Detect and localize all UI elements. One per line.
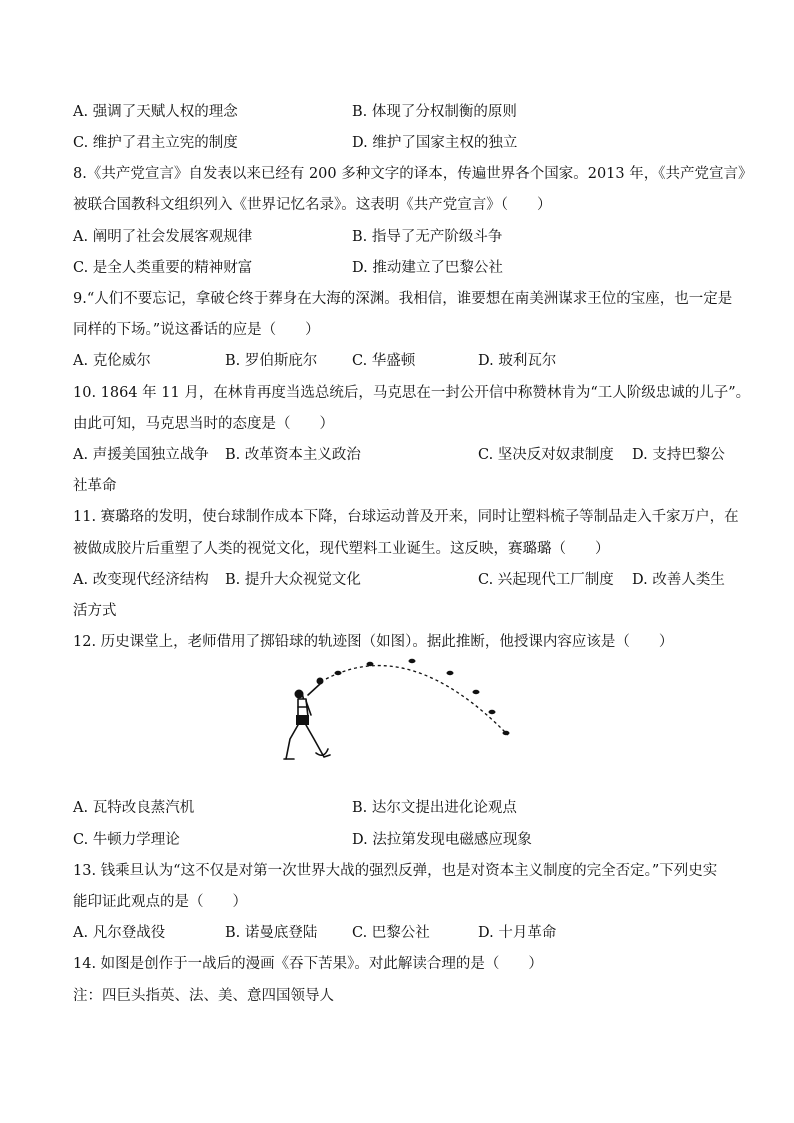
q14-note: 注：四巨头指英、法、美、意四国领导人 <box>73 988 334 1004</box>
q10-option-b: B. 改革资本主义政治 <box>225 447 361 463</box>
q10-option-a: A. 声援美国独立战争 <box>73 447 209 463</box>
q7-option-b: B. 体现了分权制衡的原则 <box>352 104 517 120</box>
q12-option-c: C. 牛顿力学理论 <box>73 832 180 848</box>
q13-stem-line2: 能印证此观点的是（ ） <box>73 894 247 910</box>
q10-stem-line1: 10. 1864 年 11 月，在林肯再度当选总统后，马克思在一封公开信中称赞林肯为“工人阶级忠诚的儿子”。 <box>73 385 751 401</box>
q11-option-b: B. 提升大众视觉文化 <box>225 572 361 588</box>
q9-option-c: C. 华盛顿 <box>352 353 416 369</box>
q8-option-c: C. 是全人类重要的精神财富 <box>73 260 253 276</box>
q13-option-d: D. 十月革命 <box>478 925 557 941</box>
q13-option-b: B. 诺曼底登陆 <box>225 925 318 941</box>
q11-option-c: C. 兴起现代工厂制度 <box>478 572 614 588</box>
q14-stem: 14. 如图是创作于一战后的漫画《吞下苦果》。对此解读合理的是（ ） <box>73 956 543 972</box>
q7-option-c: C. 维护了君主立宪的制度 <box>73 135 238 151</box>
q8-stem-line1: 8.《共产党宣言》自发表以来已经有 200 多种文字的译本，传遍世界各个国家。2013 年，《共产党宣言》 <box>73 166 753 182</box>
q7-option-a: A. 强调了天赋人权的理念 <box>73 104 238 120</box>
q13-stem-line1: 13. 钱乘旦认为“这不仅是对第一次世界大战的强烈反弹，也是对资本主义制度的完全否定。”下列史实 <box>73 863 718 879</box>
athlete-figure <box>284 678 330 760</box>
q7-option-d: D. 维护了国家主权的独立 <box>352 135 518 151</box>
q8-option-d: D. 推动建立了巴黎公社 <box>352 260 503 276</box>
q8-stem-line2: 被联合国教科文组织列入《世界记忆名录》。这表明《共产党宣言》（ ） <box>73 197 552 213</box>
q9-option-a: A. 克伦威尔 <box>73 353 151 369</box>
q12-option-d: D. 法拉第发现电磁感应现象 <box>352 832 532 848</box>
q13-option-a: A. 凡尔登战役 <box>73 925 166 941</box>
q12-option-b: B. 达尔文提出进化论观点 <box>352 800 517 816</box>
q9-stem-line1: 9.“人们不要忘记，拿破仑终于葬身在大海的深渊。我相信，谁要想在南美洲谋求王位的宝座，也一定是 <box>73 291 733 307</box>
q12-stem: 12. 历史课堂上，老师借用了掷铅球的轨迹图（如图）。据此推断，他授课内容应该是（ ） <box>73 634 674 650</box>
q8-option-b: B. 指导了无产阶级斗争 <box>352 229 503 245</box>
q9-stem-line2: 同样的下场。”说这番话的应是（ ） <box>73 322 320 338</box>
trajectory-arc <box>326 666 508 735</box>
q10-option-d-wrap: 社革命 <box>73 478 117 494</box>
q9-option-b: B. 罗伯斯庇尔 <box>225 353 318 369</box>
q9-option-d: D. 玻利瓦尔 <box>478 353 557 369</box>
q10-option-c: C. 坚决反对奴隶制度 <box>478 447 614 463</box>
q10-option-d: D. 支持巴黎公 <box>632 447 725 463</box>
q8-option-a: A. 阐明了社会发展客观规律 <box>73 229 253 245</box>
q11-option-a: A. 改变现代经济结构 <box>73 572 209 588</box>
q11-option-d-wrap: 活方式 <box>73 603 117 619</box>
shot-put-trajectory-figure <box>280 655 520 765</box>
q13-option-c: C. 巴黎公社 <box>352 925 430 941</box>
q10-stem-line2: 由此可知，马克思当时的态度是（ ） <box>73 416 334 432</box>
q11-stem-line2: 被做成胶片后重塑了人类的视觉文化，现代塑料工业诞生。这反映，赛璐璐（ ） <box>73 541 610 557</box>
q12-option-a: A. 瓦特改良蒸汽机 <box>73 800 195 816</box>
q11-option-d: D. 改善人类生 <box>632 572 725 588</box>
trajectory-points <box>335 659 510 735</box>
q11-stem-line1: 11. 赛璐珞的发明，使台球制作成本下降，台球运动普及开来，同时让塑料梳子等制品走入千家万户，在 <box>73 509 739 525</box>
